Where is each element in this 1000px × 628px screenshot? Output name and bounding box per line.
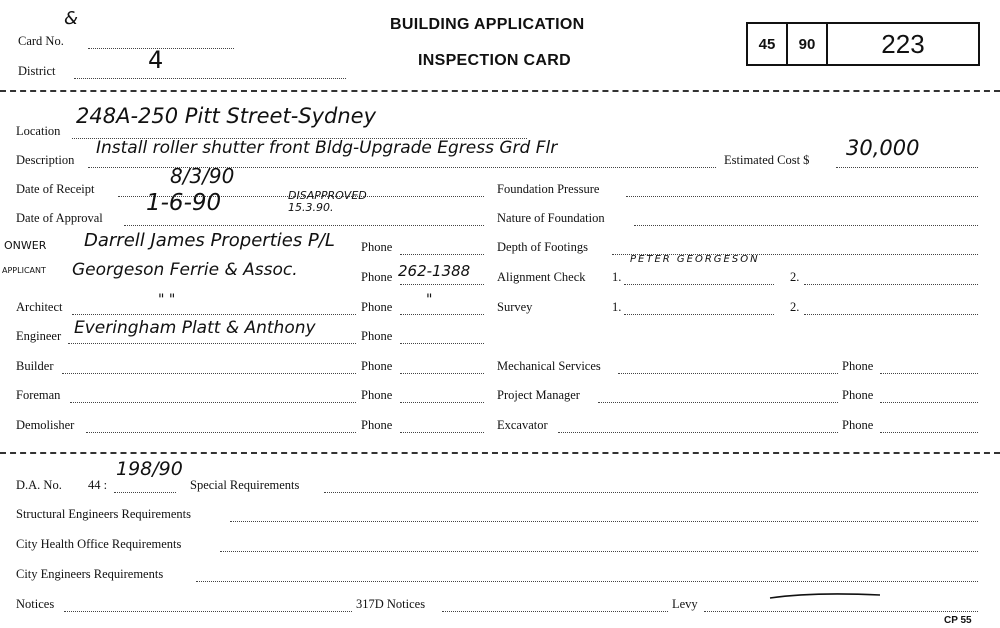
- levy-label: Levy: [672, 597, 698, 611]
- description-value: Install roller shutter front Bldg-Upgrade Egress Grd Flr: [96, 138, 558, 158]
- depth-footings-label: Depth of Footings: [497, 240, 588, 254]
- owner-label: ONWER: [4, 239, 47, 252]
- code-cell-1: 45: [748, 24, 788, 64]
- foundation-pressure-label: Foundation Pressure: [497, 182, 600, 196]
- engineer-line: [68, 343, 356, 344]
- levy-handwritten-stroke: [768, 590, 884, 602]
- demolisher-phone-label: Phone: [361, 418, 393, 432]
- special-requirements-line: [324, 492, 978, 493]
- survey-line-2: [804, 314, 978, 315]
- date-receipt-label: Date of Receipt: [16, 182, 95, 196]
- excavator-line: [558, 432, 838, 433]
- alignment-line-1: [624, 284, 774, 285]
- da-no-line: [114, 492, 176, 493]
- mechanical-services-label: Mechanical Services: [497, 359, 601, 373]
- foreman-line: [70, 402, 356, 403]
- project-manager-line: [598, 402, 838, 403]
- code-cell-3: 223: [881, 28, 925, 59]
- structural-requirements-label: Structural Engineers Requirements: [16, 507, 191, 521]
- demolisher-line: [86, 432, 356, 433]
- architect-phone-value: ": [426, 292, 433, 308]
- description-label: Description: [16, 153, 75, 167]
- card-no-label: Card No.: [18, 34, 64, 48]
- district-value: 4: [148, 46, 164, 74]
- district-label: District: [18, 64, 56, 78]
- owner-phone-label: Phone: [361, 240, 393, 254]
- city-engineers-line: [196, 581, 978, 582]
- alignment-check-value: PETER GEORGESON: [630, 254, 760, 265]
- foreman-phone-line: [400, 402, 484, 403]
- engineer-phone-label: Phone: [361, 329, 393, 343]
- architect-value: " ": [158, 292, 176, 308]
- notices-line: [64, 611, 352, 612]
- estimated-cost-label: Estimated Cost $: [724, 153, 810, 167]
- cost-line: [836, 167, 978, 168]
- foundation-pressure-line: [626, 196, 978, 197]
- survey-line-1: [624, 314, 774, 315]
- header-divider: [0, 90, 1000, 92]
- special-requirements-label: Special Requirements: [190, 478, 300, 492]
- architect-label: Architect: [16, 300, 63, 314]
- mechanical-phone-line: [880, 373, 978, 374]
- reference-code-box: [746, 22, 980, 66]
- architect-phone-line: [400, 314, 484, 315]
- structural-requirements-line: [230, 521, 978, 522]
- mechanical-services-line: [618, 373, 838, 374]
- owner-phone-line: [400, 254, 484, 255]
- da-no-value: 198/90: [116, 458, 183, 480]
- levy-line: [704, 611, 978, 612]
- district-line: [74, 78, 346, 79]
- demolisher-phone-line: [400, 432, 484, 433]
- excavator-phone-line: [880, 432, 978, 433]
- survey-label: Survey: [497, 300, 533, 314]
- applicant-phone-label: Phone: [361, 270, 393, 284]
- da-no-label: D.A. No.: [16, 478, 62, 492]
- survey-num-2: 2.: [790, 300, 800, 314]
- health-requirements-line: [220, 551, 978, 552]
- excavator-phone-label: Phone: [842, 418, 874, 432]
- engineer-phone-line: [400, 343, 484, 344]
- foreman-phone-label: Phone: [361, 388, 393, 402]
- alignment-line-2: [804, 284, 978, 285]
- project-manager-phone-line: [880, 402, 978, 403]
- demolisher-label: Demolisher: [16, 418, 75, 432]
- architect-phone-label: Phone: [361, 300, 393, 314]
- card-subtitle: INSPECTION CARD: [418, 52, 571, 69]
- location-label: Location: [16, 124, 61, 138]
- builder-label: Builder: [16, 359, 54, 373]
- health-requirements-label: City Health Office Requirements: [16, 537, 182, 551]
- da-no-prefix: 44 :: [88, 478, 108, 492]
- location-value: 248A-250 Pitt Street-Sydney: [76, 104, 377, 128]
- builder-line: [62, 373, 356, 374]
- city-engineers-label: City Engineers Requirements: [16, 567, 164, 581]
- nature-foundation-label: Nature of Foundation: [497, 211, 605, 225]
- alignment-num-1: 1.: [612, 270, 622, 284]
- foreman-label: Foreman: [16, 388, 61, 402]
- project-manager-label: Project Manager: [497, 388, 580, 402]
- date-approval-label: Date of Approval: [16, 211, 103, 225]
- applicant-label: APPLICANT: [2, 266, 46, 275]
- builder-phone-line: [400, 373, 484, 374]
- notices-317d-line: [442, 611, 668, 612]
- alignment-check-label: Alignment Check: [497, 270, 586, 284]
- applicant-phone-line: [400, 284, 484, 285]
- date-approval-value: 1-6-90: [146, 190, 222, 216]
- date-approval-line: [124, 225, 484, 226]
- applicant-phone-value: 262-1388: [398, 262, 471, 280]
- form-code: CP 55: [944, 615, 972, 626]
- nature-foundation-line: [634, 225, 978, 226]
- survey-num-1: 1.: [612, 300, 622, 314]
- owner-value: Darrell James Properties P/L: [84, 230, 335, 251]
- notices-label: Notices: [16, 597, 55, 611]
- code-cell-2: 90: [788, 24, 828, 64]
- engineer-label: Engineer: [16, 329, 62, 343]
- applicant-value: Georgeson Ferrie & Assoc.: [72, 260, 298, 280]
- approval-note: DISAPPROVED 15.3.90.: [288, 189, 367, 214]
- estimated-cost-value: 30,000: [846, 136, 920, 160]
- card-no-mark: &: [64, 8, 79, 29]
- mechanical-phone-label: Phone: [842, 359, 874, 373]
- alignment-num-2: 2.: [790, 270, 800, 284]
- excavator-label: Excavator: [497, 418, 548, 432]
- architect-line: [72, 314, 356, 315]
- date-receipt-value: 8/3/90: [170, 164, 235, 188]
- card-title: BUILDING APPLICATION: [390, 16, 585, 33]
- section-divider: [0, 452, 1000, 454]
- builder-phone-label: Phone: [361, 359, 393, 373]
- notices-317d-label: 317D Notices: [356, 597, 426, 611]
- engineer-value: Everingham Platt & Anthony: [74, 318, 316, 338]
- project-manager-phone-label: Phone: [842, 388, 874, 402]
